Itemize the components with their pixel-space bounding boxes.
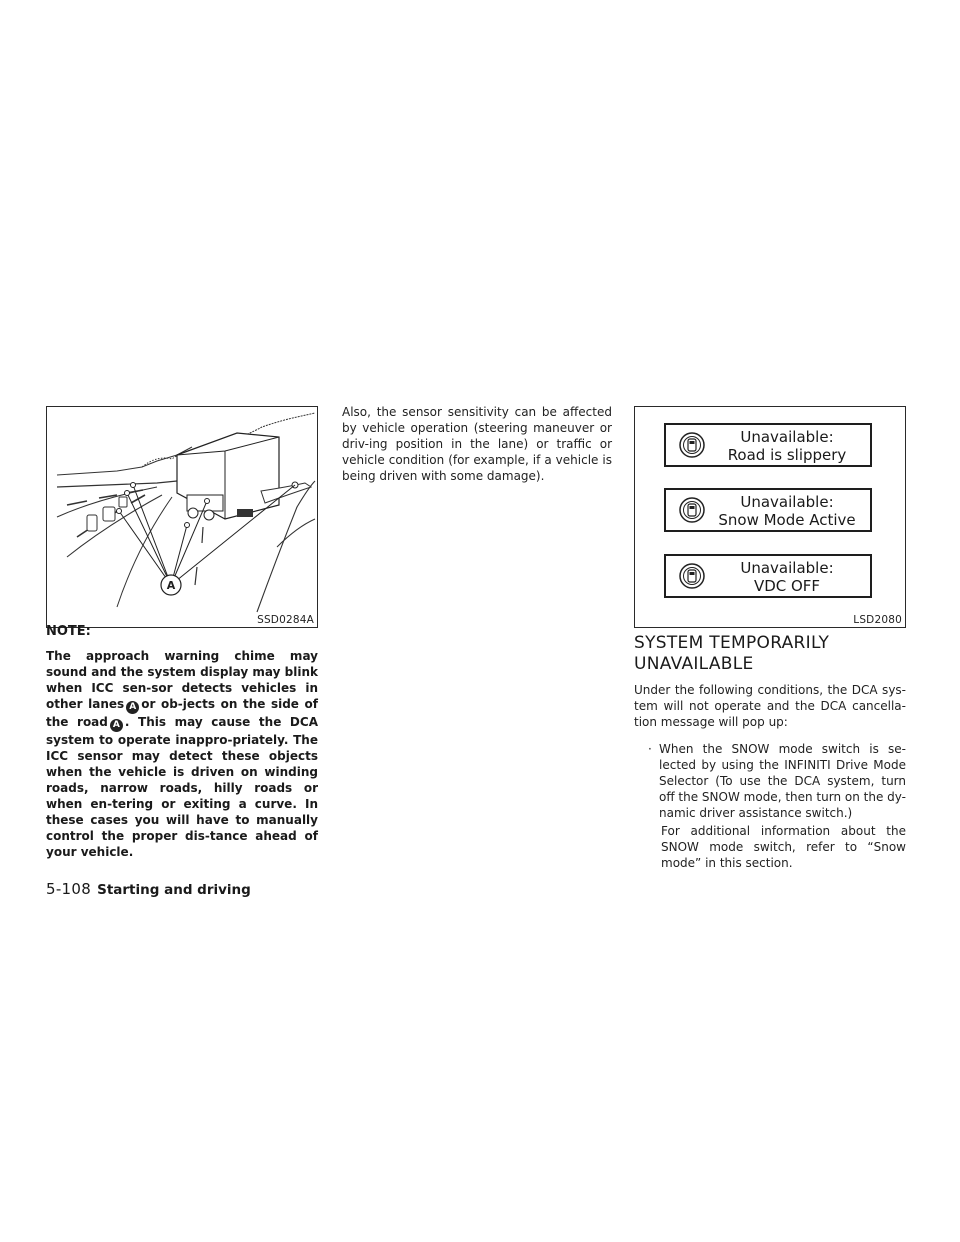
- bullet-mark: ·: [648, 742, 652, 756]
- cross-reference-note: For additional information about the SNOW mode switch, refer to “Snow mode” in this section.: [661, 824, 906, 870]
- footer-section-title: Starting and driving: [97, 882, 251, 898]
- section-heading-line1: SYSTEM TEMPORARILY: [634, 633, 830, 653]
- display-line2: Road is slippery: [727, 446, 847, 464]
- dca-system-icon: [678, 431, 706, 459]
- display-message: [710, 493, 864, 529]
- dca-system-icon: [678, 496, 706, 524]
- page-footer: [46, 880, 251, 898]
- display-message: [710, 428, 864, 464]
- display-road-slippery: [664, 423, 872, 467]
- display-snow-mode-active: [664, 488, 872, 532]
- page-number: 5-108: [46, 880, 92, 898]
- note-text-part3: . This may cause the DCA system to operate inappro-priately. The ICC sensor may detect these objects when the vehicle is driven on winding roads, narrow roads, hilly roads or when en-tering or exiting a curve. In these cases you will have to manually control the proper dis-tance ahead of your vehicle.: [46, 715, 318, 859]
- figure-road-illustration: [46, 406, 318, 628]
- section-intro: Under the following conditions, the DCA sys-tem will not operate and the DCA cancella-tion message will pop up:: [634, 683, 906, 729]
- display-line1: Unavailable:: [740, 559, 834, 577]
- display-vdc-off: [664, 554, 872, 598]
- note-body: [46, 648, 318, 860]
- road-scene-illustration: [47, 407, 317, 613]
- figure-code: SSD0284A: [257, 614, 314, 626]
- dca-system-icon: [678, 562, 706, 590]
- display-line2: VDC OFF: [753, 577, 821, 595]
- sensor-sensitivity-paragraph: Also, the sensor sensitivity can be affected by vehicle operation (steering maneuver or driv-ing position in the lane) or traffic or vehicle condition (for example, if a vehicle is being driven with some damage).: [342, 405, 612, 483]
- display-line1: Unavailable:: [740, 428, 834, 446]
- note-title: NOTE:: [46, 624, 91, 639]
- bullet-text: When the SNOW mode switch is se-lected by using the INFINITI Drive Mode Selector (To use the DCA system, turn off the SNOW mode, then turn on the dy-namic driver assistance switch.): [659, 742, 906, 820]
- display-line1: Unavailable:: [740, 493, 834, 511]
- note-text-part2: or ob-jects on the side of the road: [46, 697, 318, 729]
- callout-marker-a: A: [110, 719, 123, 732]
- figure-code: LSD2080: [853, 614, 902, 626]
- callout-a-label: A: [166, 579, 176, 592]
- display-line2: Snow Mode Active: [718, 511, 856, 529]
- section-heading: [634, 633, 914, 675]
- display-message: [710, 559, 864, 595]
- note-text-part1: The approach warning chime may sound and the system display may blink when ICC sen-sor detects vehicles in other lanes: [46, 649, 318, 711]
- section-heading-line2: UNAVAILABLE: [634, 654, 754, 674]
- callout-marker-a: A: [126, 701, 139, 714]
